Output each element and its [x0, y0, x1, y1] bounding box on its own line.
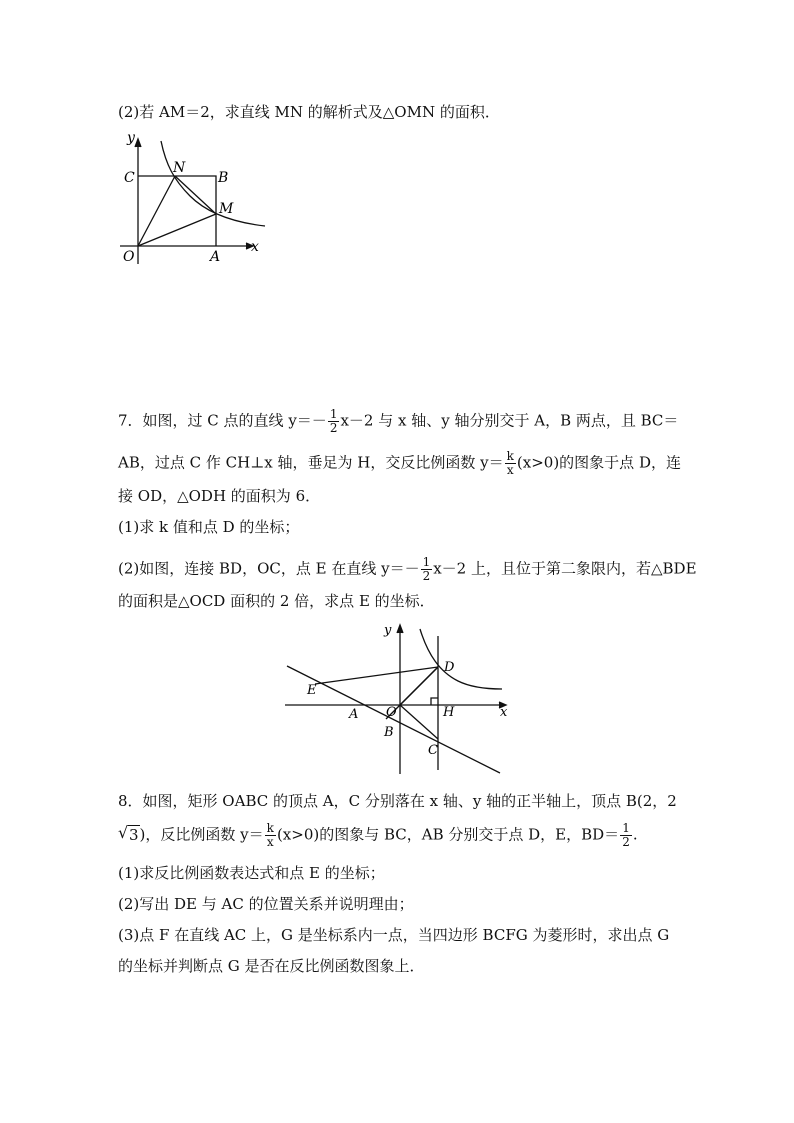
- q8-line2-a: )，反比例函数 y＝: [139, 825, 264, 844]
- fig1-label-y: y: [127, 130, 135, 146]
- frac-den: 2: [422, 569, 431, 583]
- frac-den: 2: [622, 835, 630, 849]
- q7-line2-b: (x>0)的图象于点 D，连: [516, 453, 681, 472]
- fraction-k-over-x: [505, 450, 516, 477]
- q7-line1: [118, 408, 678, 435]
- fig2-label-C: C: [428, 743, 438, 758]
- q7-part2-b: x－2 上，且位于第二象限内，若△BDE: [433, 559, 697, 578]
- q7-part2-line2: 的面积是△OCD 面积的 2 倍，求点 E 的坐标．: [118, 592, 435, 610]
- q8-part2: (2)写出 DE 与 AC 的位置关系并说明理由；: [118, 895, 414, 913]
- frac-num: 1: [329, 407, 338, 421]
- q8-line2: [118, 822, 638, 849]
- figure-rectangle-hyperbola: [112, 126, 272, 268]
- fig2-label-A: A: [349, 707, 359, 722]
- q8-line2-b: (x>0)的图象与 BC，AB 分别交于点 D，E，BD＝: [276, 825, 620, 844]
- fraction-one-half: [421, 556, 433, 583]
- sqrt-expression: [118, 824, 140, 846]
- frac-den: 2: [329, 421, 338, 435]
- fig2-label-x: x: [500, 705, 508, 720]
- fig2-label-H: H: [443, 705, 455, 720]
- sqrt-radicand: 3: [129, 825, 139, 844]
- q7-line2: [118, 450, 681, 477]
- q7-part2-line1: [118, 556, 697, 583]
- figure-line-hyperbola: [280, 622, 516, 778]
- fig1-label-C: C: [124, 170, 135, 186]
- q8-part3-line2: 的坐标并判断点 G 是否在反比例函数图象上．: [118, 957, 425, 975]
- frac-num: 1: [422, 555, 431, 569]
- q8-part3-line1: (3)点 F 在直线 AC 上，G 是坐标系内一点，当四边形 BCFG 为菱形时，求出点 G: [118, 926, 670, 944]
- frac-den: x: [266, 835, 274, 849]
- q8-line2-c: .: [632, 825, 638, 844]
- q8-line1: 8．如图，矩形 OABC 的顶点 A，C 分别落在 x 轴、y 轴的正半轴上，顶点 B(2，2: [118, 792, 677, 810]
- fig2-label-O: O: [386, 705, 397, 720]
- frac-den: x: [506, 463, 514, 477]
- fraction-k-over-x: [265, 822, 276, 849]
- q7-line1-b: x－2 与 x 轴、y 轴分别交于 A，B 两点，且 BC＝: [340, 411, 679, 430]
- q6-part2-text: (2)若 AM＝2，求直线 MN 的解析式及△OMN 的面积．: [118, 103, 500, 121]
- fig1-label-x: x: [251, 239, 259, 255]
- q7-line1-a: 7．如图，过 C 点的直线 y＝－: [118, 411, 327, 430]
- q7-part1: (1)求 k 值和点 D 的坐标；: [118, 518, 300, 536]
- fig2-label-D: D: [444, 660, 455, 675]
- q7-line2-a: AB，过点 C 作 CH⊥x 轴，垂足为 H，交反比例函数 y＝: [118, 453, 504, 472]
- q7-line3: 接 OD，△ODH 的面积为 6．: [118, 487, 321, 505]
- fig1-label-O: O: [123, 249, 135, 265]
- fig1-label-M: M: [219, 201, 234, 217]
- fig2-label-y: y: [384, 623, 392, 638]
- fig1-label-A: A: [210, 249, 221, 265]
- fig2-label-E: E: [307, 683, 317, 698]
- fraction-one-half: [620, 822, 632, 849]
- frac-num: k: [506, 449, 514, 463]
- q7-part2-a: (2)如图，连接 BD，OC，点 E 在直线 y＝－: [118, 559, 420, 578]
- fig1-label-N: N: [173, 160, 186, 176]
- frac-num: 1: [622, 821, 630, 835]
- q8-part1: (1)求反比例函数表达式和点 E 的坐标；: [118, 864, 385, 882]
- frac-num: k: [266, 821, 274, 835]
- sqrt-sign-icon: √: [118, 822, 129, 842]
- fig1-label-B: B: [218, 170, 229, 186]
- fig2-label-B: B: [384, 725, 394, 740]
- fraction-one-half: [328, 408, 340, 435]
